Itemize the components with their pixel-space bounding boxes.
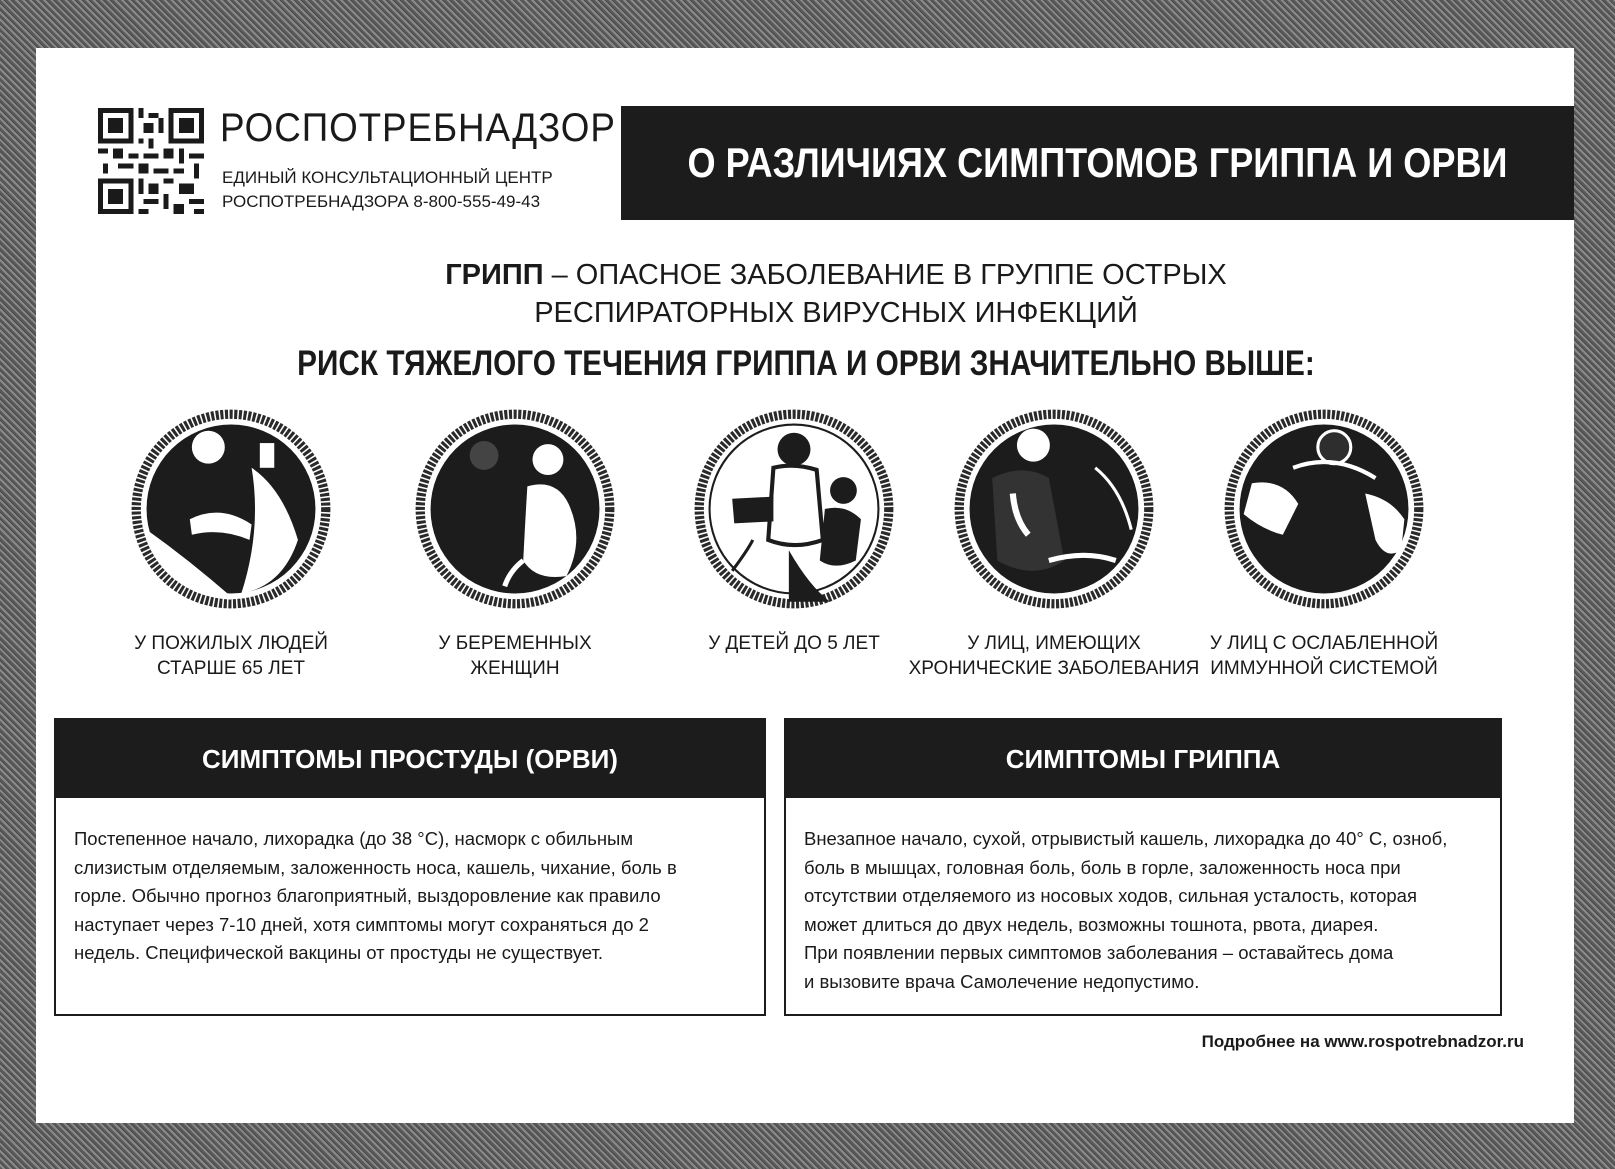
- more-info-label: Подробнее на: [1201, 1032, 1320, 1051]
- flu-line: отсутствии отделяемого из носовых ходов, сильная усталость, которая: [804, 885, 1417, 906]
- risk-group-immunity: [1174, 631, 1474, 681]
- intro-line1-rest: – ОПАСНОЕ ЗАБОЛЕВАНИЕ В ГРУППЕ ОСТРЫХ: [543, 259, 1227, 291]
- cold-symptoms-title: СИМПТОМЫ ПРОСТУДЫ (ОРВИ): [56, 720, 764, 798]
- title-band: [621, 106, 1574, 220]
- intro-line2: РЕСПИРАТОРНЫХ ВИРУСНЫХ ИНФЕКЦИЙ: [534, 297, 1138, 329]
- flu-line: боль в мышцах, головная боль, боль в горле, заложенность носа при: [804, 856, 1401, 878]
- weak-immunity-icon: [1221, 406, 1427, 612]
- pregnant-women-icon: [412, 406, 618, 612]
- cold-line: Постепенное начало, лихорадка (до 38 °С), насморк с обильным: [74, 828, 634, 849]
- cold-line: горле. Обычно прогноз благоприятный, выздоровление как правило: [74, 885, 661, 906]
- risk-group-elderly-line1: У ПОЖИЛЫХ ЛЮДЕЙ: [134, 633, 328, 654]
- flu-symptoms-text: [804, 825, 1486, 996]
- risk-group-pregnant-line1: У БЕРЕМЕННЫХ: [438, 633, 592, 654]
- qr-code-icon: [98, 108, 204, 214]
- org-contact: [222, 166, 553, 214]
- intro-line1: [336, 256, 1336, 294]
- org-sub-line1: ЕДИНЫЙ КОНСУЛЬТАЦИОННЫЙ ЦЕНТР: [222, 168, 553, 187]
- risk-group-chronic-line1: У ЛИЦ, ИМЕЮЩИХ: [967, 633, 1141, 654]
- risk-group-chronic: [904, 631, 1204, 681]
- cold-line: недель. Специфической вакцины от простуды не существует.: [74, 942, 604, 963]
- cold-line: наступает через 7-10 дней, хотя симптомы могут сохраняться до 2: [74, 913, 649, 935]
- poster-title: О РАЗЛИЧИЯХ СИМПТОМОВ ГРИППА И ОРВИ: [687, 139, 1508, 186]
- cold-symptoms-box: [54, 718, 766, 1016]
- risk-group-pregnant-line2: ЖЕНЩИН: [470, 658, 560, 679]
- more-info: [1202, 1032, 1524, 1052]
- org-name: РОСПОТРЕБНАДЗОР: [220, 106, 616, 150]
- intro-text: [336, 256, 1336, 332]
- risk-group-immunity-line2: ИММУННОЙ СИСТЕМОЙ: [1210, 658, 1438, 679]
- flu-line: Внезапное начало, сухой, отрывистый кашель, лихорадка до 40° С, озноб,: [804, 828, 1448, 849]
- flu-line: может длиться до двух недель, возможны тошнота, рвота, диарея.: [804, 913, 1379, 935]
- risk-heading: РИСК ТЯЖЕЛОГО ТЕЧЕНИЯ ГРИППА И ОРВИ ЗНАЧИТЕЛЬНО ВЫШЕ:: [297, 344, 1315, 383]
- poster-sheet: [36, 48, 1574, 1123]
- hotline-phone: 8-800-555-49-43: [413, 192, 541, 211]
- risk-group-immunity-line1: У ЛИЦ С ОСЛАБЛЕННОЙ: [1209, 633, 1439, 654]
- risk-group-pregnant: [365, 631, 665, 681]
- cold-line: слизистым отделяемым, заложенность носа, кашель, чихание, боль в: [74, 856, 677, 878]
- elderly-people-icon: [128, 406, 334, 612]
- flu-line: При появлении первых симптомов заболевания – оставайтесь дома: [804, 942, 1394, 963]
- risk-group-chronic-line2: ХРОНИЧЕСКИЕ ЗАБОЛЕВАНИЯ: [908, 658, 1200, 679]
- intro-lead: ГРИПП: [445, 259, 544, 291]
- website-link[interactable]: www.rospotrebnadzor.ru: [1324, 1032, 1524, 1051]
- risk-group-children: [644, 631, 944, 656]
- org-sub-line2-row: [222, 190, 553, 214]
- risk-group-elderly-line2: СТАРШЕ 65 ЛЕТ: [157, 658, 305, 679]
- cold-symptoms-text: [74, 825, 750, 968]
- risk-group-elderly: [81, 631, 381, 681]
- risk-group-children-line1: У ДЕТЕЙ ДО 5 ЛЕТ: [708, 633, 880, 654]
- chronic-disease-icon: [951, 406, 1157, 612]
- org-sub-line2: РОСПОТРЕБНАДЗОРА: [222, 192, 409, 211]
- children-icon: [691, 406, 897, 612]
- flu-symptoms-title: СИМПТОМЫ ГРИППА: [786, 720, 1500, 798]
- flu-line: и вызовите врача Самолечение недопустимо.: [804, 970, 1200, 992]
- flu-symptoms-box: [784, 718, 1502, 1016]
